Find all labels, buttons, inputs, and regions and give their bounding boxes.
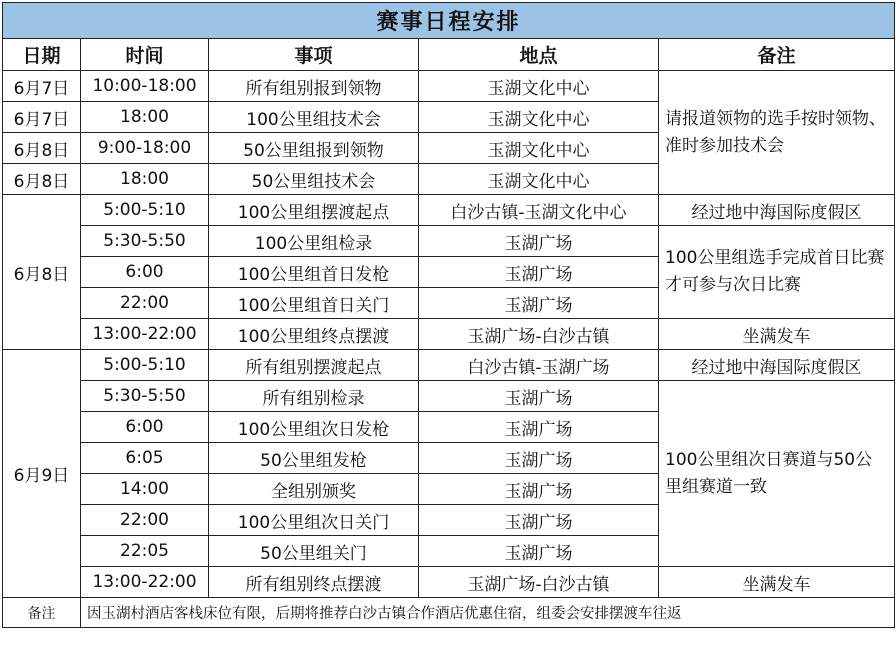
table-row: [3, 319, 895, 350]
time-cell: 5:30-5:50: [81, 381, 209, 412]
time-cell: 14:00: [81, 474, 209, 505]
date-cell-jun8: 6月8日: [3, 195, 81, 350]
place-cell: 玉湖广场: [419, 257, 659, 288]
event-cell: 100公里组技术会: [209, 102, 419, 133]
date-cell: 6月8日: [3, 133, 81, 164]
note-cell-eligibility: 100公里组选手完成首日比赛才可参与次日比赛: [659, 226, 895, 319]
event-cell: 100公里组终点摆渡: [209, 319, 419, 350]
time-cell: 13:00-22:00: [81, 567, 209, 598]
header-date: 日期: [3, 39, 81, 71]
event-cell: 100公里组首日关门: [209, 288, 419, 319]
event-cell: 50公里组技术会: [209, 164, 419, 195]
time-cell: 18:00: [81, 102, 209, 133]
footer-row: [3, 598, 895, 628]
event-cell: 所有组别报到领物: [209, 71, 419, 102]
place-cell: 玉湖广场: [419, 226, 659, 257]
place-cell: 玉湖文化中心: [419, 133, 659, 164]
time-cell: 22:00: [81, 288, 209, 319]
note-cell-checkin: 请报道领物的选手按时领物、准时参加技术会: [659, 71, 895, 195]
table-row: [3, 350, 895, 381]
place-cell: 白沙古镇-玉湖广场: [419, 350, 659, 381]
title-row: [3, 3, 895, 39]
place-cell: 玉湖广场-白沙古镇: [419, 319, 659, 350]
header-place: 地点: [419, 39, 659, 71]
event-cell: 50公里组发枪: [209, 443, 419, 474]
note-cell-via: 经过地中海国际度假区: [659, 195, 895, 226]
time-cell: 5:30-5:50: [81, 226, 209, 257]
schedule-table: [2, 2, 895, 628]
schedule-sheet: [2, 2, 894, 656]
note-cell-shuttle: 坐满发车: [659, 567, 895, 598]
event-cell: 100公里组检录: [209, 226, 419, 257]
event-cell: 100公里组次日关门: [209, 505, 419, 536]
place-cell: 玉湖广场: [419, 505, 659, 536]
header-note: 备注: [659, 39, 895, 71]
event-cell: 所有组别摆渡起点: [209, 350, 419, 381]
place-cell: 白沙古镇-玉湖文化中心: [419, 195, 659, 226]
table-row: [3, 195, 895, 226]
time-cell: 13:00-22:00: [81, 319, 209, 350]
date-cell: 6月8日: [3, 164, 81, 195]
place-cell: 玉湖广场: [419, 288, 659, 319]
time-cell: 22:05: [81, 536, 209, 567]
place-cell: 玉湖广场: [419, 536, 659, 567]
place-cell: 玉湖文化中心: [419, 102, 659, 133]
event-cell: 所有组别终点摆渡: [209, 567, 419, 598]
header-row: [3, 39, 895, 71]
time-cell: 6:00: [81, 412, 209, 443]
event-cell: 100公里组次日发枪: [209, 412, 419, 443]
note-cell-via: 经过地中海国际度假区: [659, 350, 895, 381]
time-cell: 18:00: [81, 164, 209, 195]
header-time: 时间: [81, 39, 209, 71]
date-cell: 6月7日: [3, 71, 81, 102]
place-cell: 玉湖广场-白沙古镇: [419, 567, 659, 598]
date-cell-jun9: 6月9日: [3, 350, 81, 598]
place-cell: 玉湖广场: [419, 381, 659, 412]
time-cell: 6:05: [81, 443, 209, 474]
footer-label: 备注: [3, 598, 81, 628]
time-cell: 6:00: [81, 257, 209, 288]
footer-text: 因玉湖村酒店客栈床位有限，后期将推荐白沙古镇合作酒店优惠住宿，组委会安排摆渡车往返: [81, 598, 895, 628]
place-cell: 玉湖广场: [419, 474, 659, 505]
place-cell: 玉湖文化中心: [419, 164, 659, 195]
table-row: [3, 71, 895, 102]
time-cell: 9:00-18:00: [81, 133, 209, 164]
event-cell: 50公里组报到领物: [209, 133, 419, 164]
table-row: [3, 567, 895, 598]
event-cell: 所有组别检录: [209, 381, 419, 412]
event-cell: 100公里组摆渡起点: [209, 195, 419, 226]
place-cell: 玉湖广场: [419, 443, 659, 474]
table-row: [3, 381, 895, 412]
time-cell: 5:00-5:10: [81, 350, 209, 381]
place-cell: 玉湖文化中心: [419, 71, 659, 102]
event-cell: 50公里组关门: [209, 536, 419, 567]
event-cell: 全组别颁奖: [209, 474, 419, 505]
event-cell: 100公里组首日发枪: [209, 257, 419, 288]
time-cell: 22:00: [81, 505, 209, 536]
time-cell: 10:00-18:00: [81, 71, 209, 102]
table-row: [3, 226, 895, 257]
note-cell-same-course: 100公里组次日赛道与50公里组赛道一致: [659, 381, 895, 567]
place-cell: 玉湖广场: [419, 412, 659, 443]
time-cell: 5:00-5:10: [81, 195, 209, 226]
note-cell-shuttle: 坐满发车: [659, 319, 895, 350]
page-title: 赛事日程安排: [3, 3, 895, 39]
header-event: 事项: [209, 39, 419, 71]
date-cell: 6月7日: [3, 102, 81, 133]
